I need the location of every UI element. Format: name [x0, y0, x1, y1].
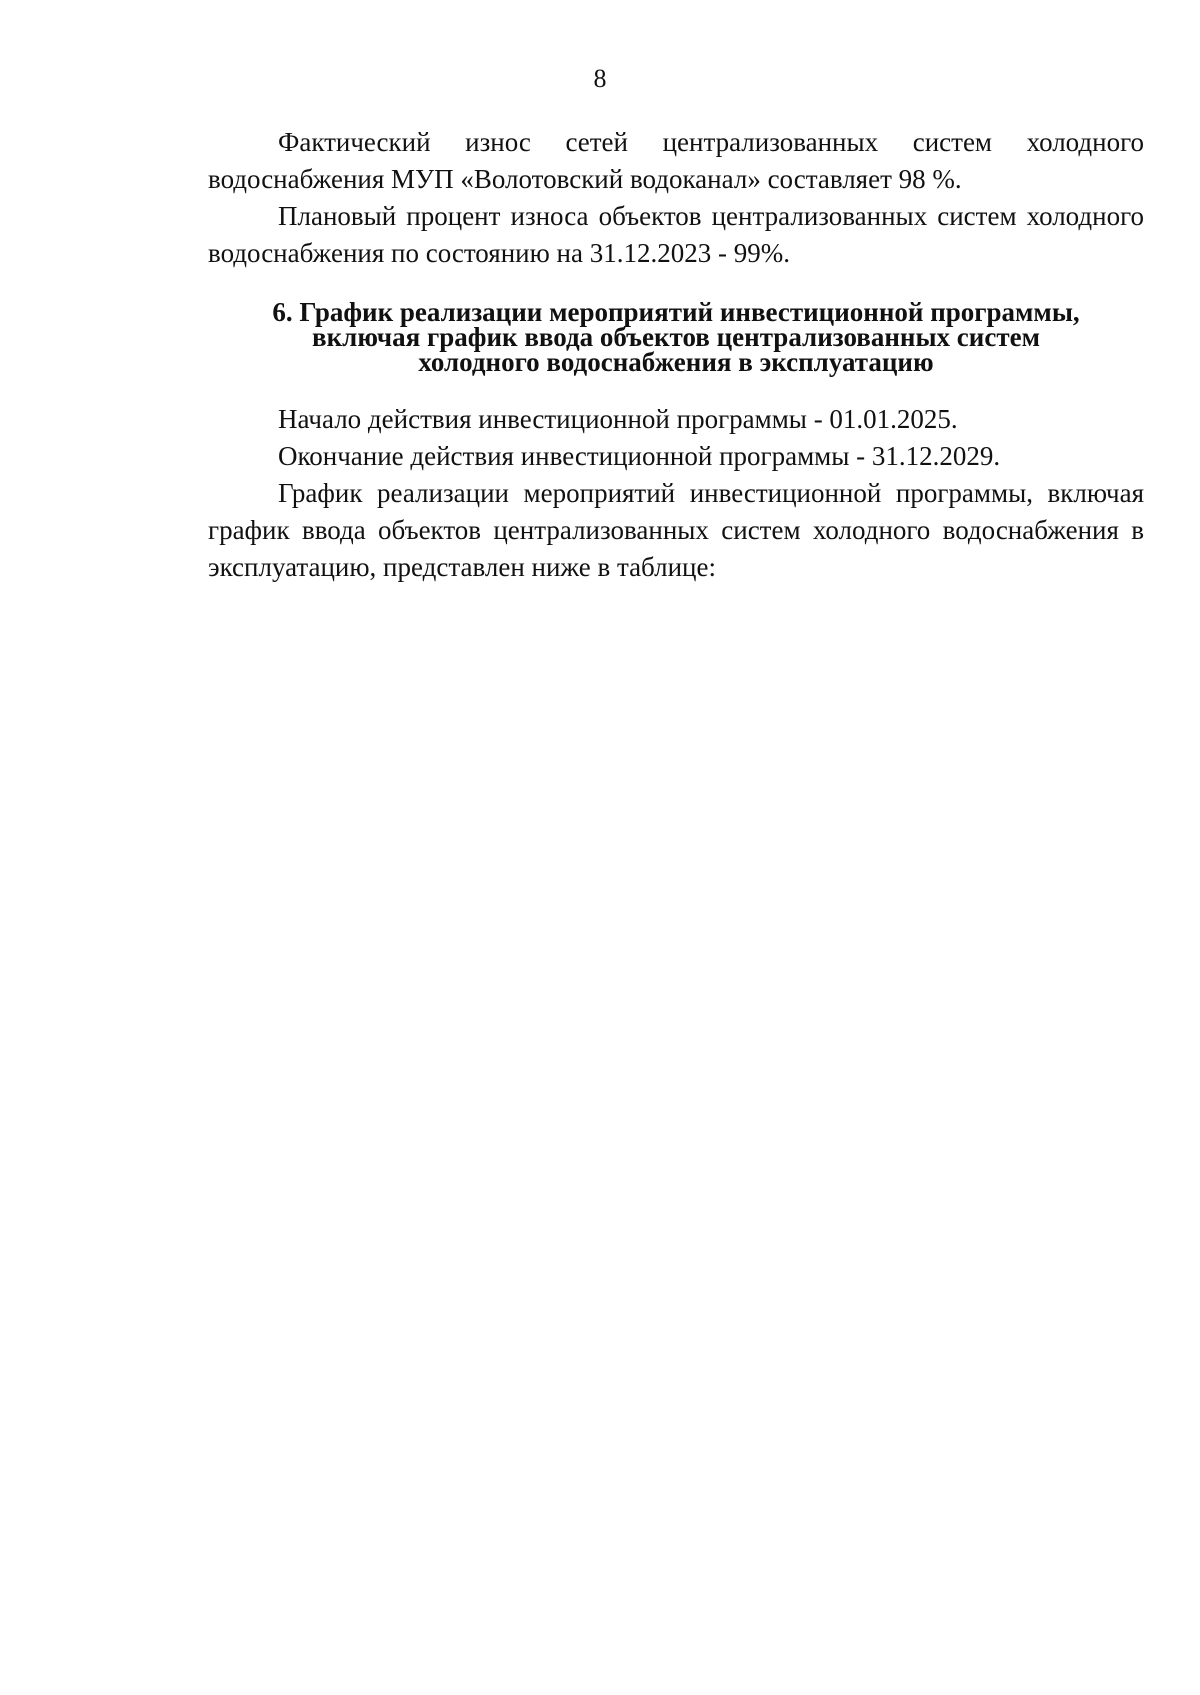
section-heading-line: 6. График реализации мероприятий инвестиционной программы,: [272, 297, 1080, 327]
page-number: 8: [593, 64, 607, 93]
section-heading-line: включая график ввода объектов централизованных систем: [312, 322, 1040, 352]
section-text: [208, 401, 1144, 586]
paragraph-program-start: Начало действия инвестиционной программы - 01.01.2025.: [278, 404, 958, 434]
paragraph-planned-wear: Плановый процент износа объектов централизованных систем холодного водоснабжения по состоянию на 31.12.2023 - 99%.: [208, 201, 1144, 268]
paragraph-actual-wear: Фактический износ сетей централизованных систем холодного водоснабжения МУП «Волотовский водоканал» составляет 98 %.: [208, 127, 1144, 194]
section-heading: [208, 297, 1144, 377]
intro-text: [208, 124, 1144, 272]
paragraph-schedule-intro: График реализации мероприятий инвестиционной программы, включая график ввода объектов централизованных систем холодного водоснабжения в эксплуатацию, представлен ниже в таблице:: [208, 478, 1144, 582]
section-heading-line: холодного водоснабжения в эксплуатацию: [418, 347, 934, 377]
paragraph-program-end: Окончание действия инвестиционной программы - 31.12.2029.: [278, 441, 1001, 471]
